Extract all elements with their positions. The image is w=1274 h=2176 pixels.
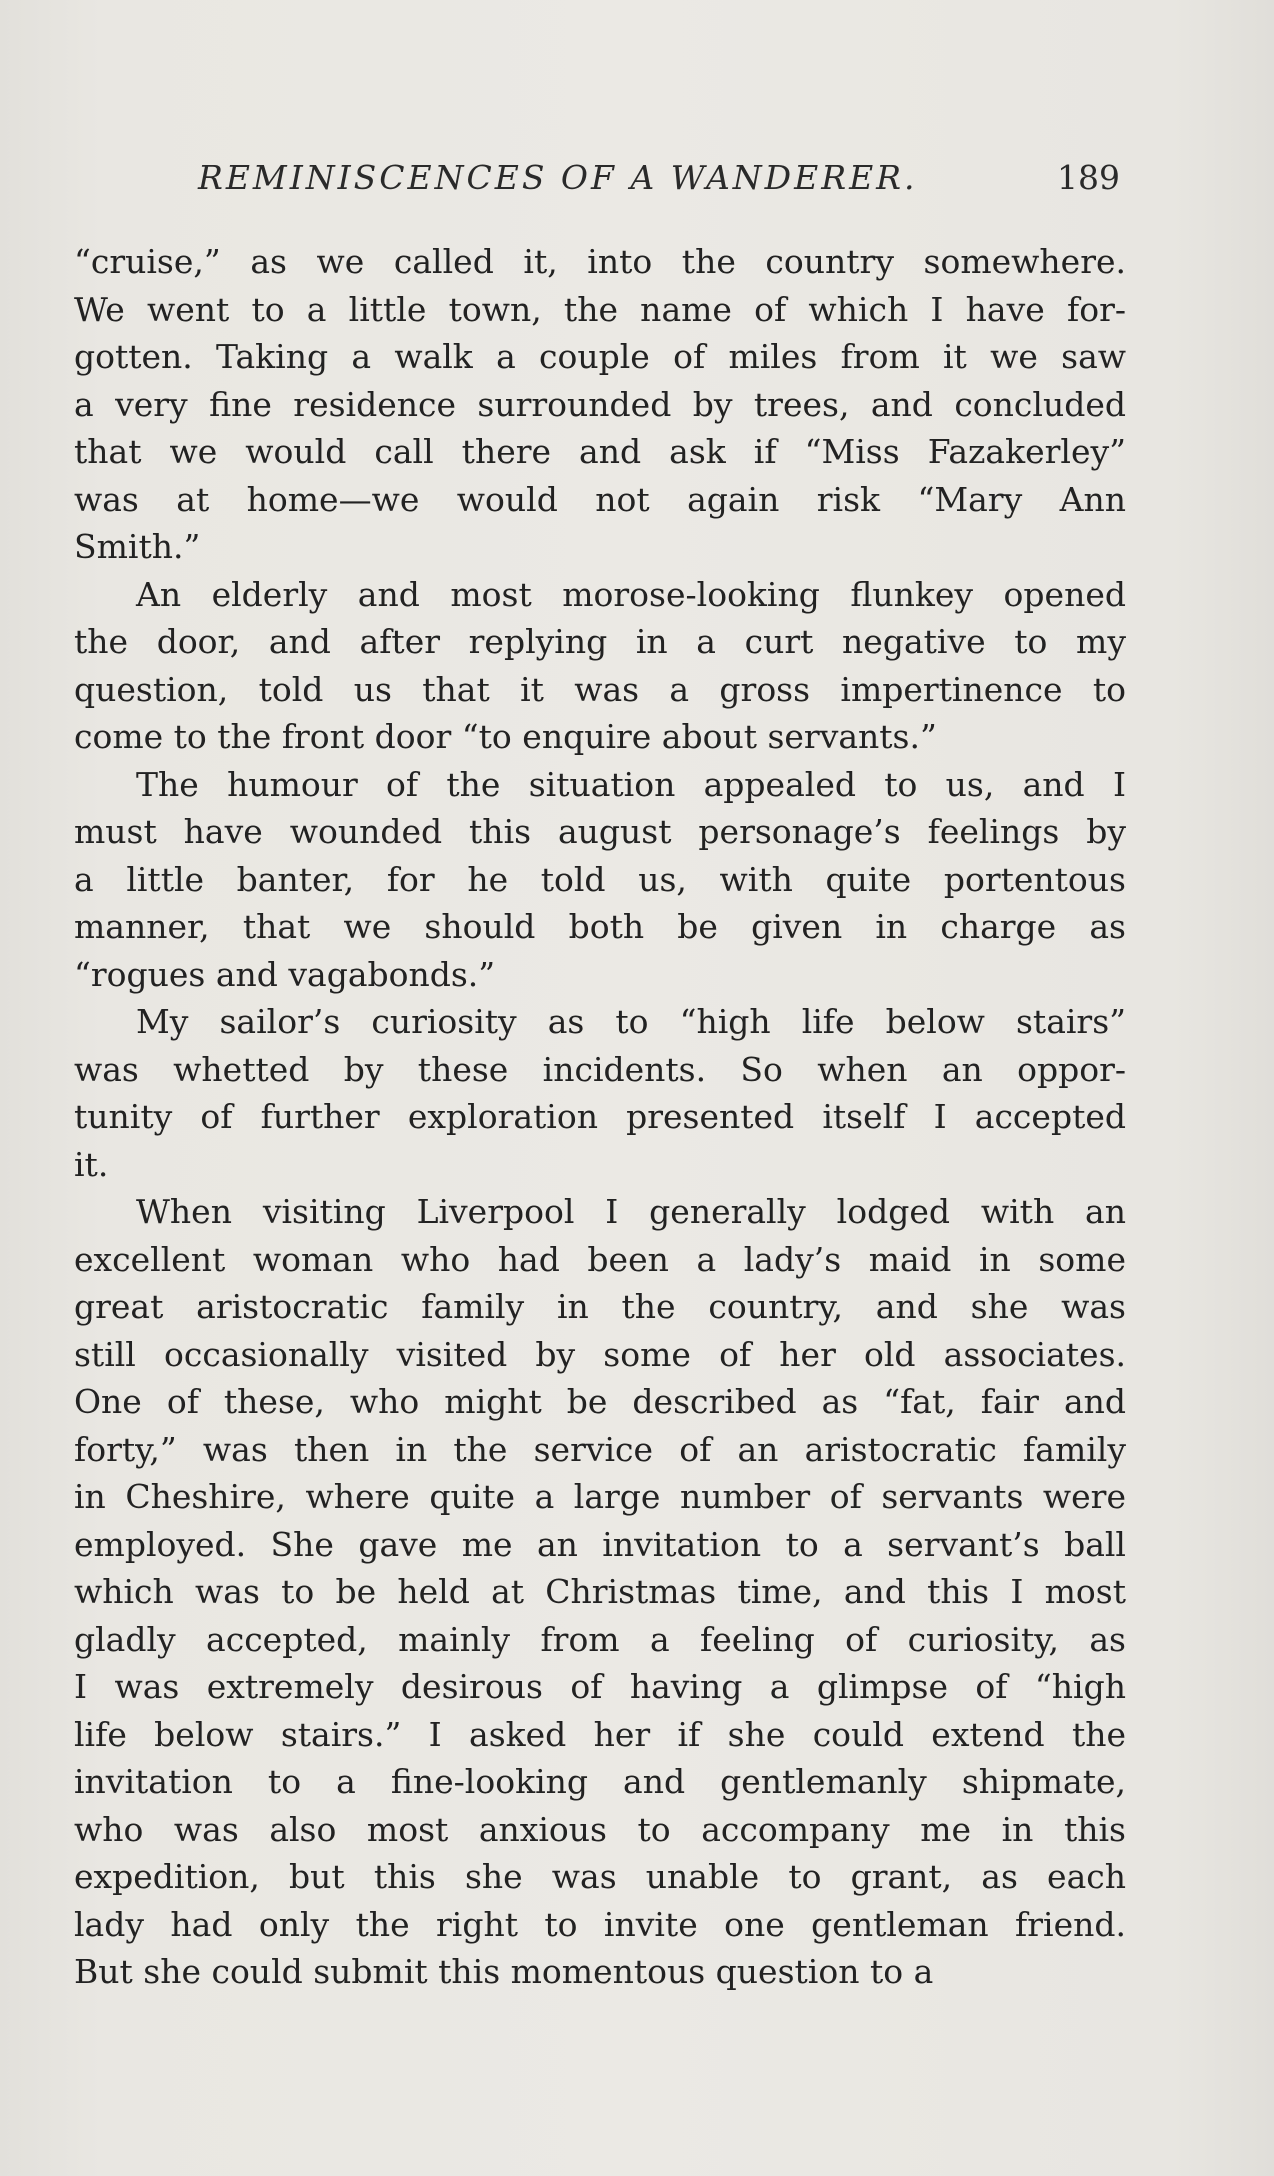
text-line: life below stairs.” I asked her if she could extend the — [74, 1714, 1126, 1754]
text-line: We went to a little town, the name of which I have for- — [74, 289, 1126, 329]
text-line: An elderly and most morose-looking flunkey opened — [136, 574, 1126, 614]
text-line: in Cheshire, where quite a large number of servants were — [74, 1477, 1126, 1516]
page-number: 189 — [1057, 158, 1120, 197]
text-line: it. — [74, 1144, 109, 1184]
text-line: forty,” was then in the service of an aristocratic family — [74, 1429, 1126, 1469]
text-line: tunity of further exploration presented itself I accepted — [74, 1097, 1126, 1136]
paragraph — [74, 761, 1126, 999]
text-line: excellent woman who had been a lady’s maid in some — [74, 1239, 1126, 1279]
running-title: REMINISCENCES OF A WANDERER. — [198, 158, 918, 197]
text-line: was at home—we would not again risk “Mary Ann — [74, 479, 1126, 519]
text-line: gotten. Taking a walk a couple of miles from it we saw — [74, 337, 1126, 376]
text-line: lady had only the right to invite one gentleman friend. — [74, 1904, 1126, 1944]
text-line: manner, that we should both be given in charge as — [74, 907, 1126, 946]
text-line: But she could submit this momentous question to a — [74, 1952, 934, 1991]
text-line: was whetted by these incidents. So when an oppor- — [74, 1049, 1126, 1089]
text-line: the door, and after replying in a curt negative to my — [74, 622, 1126, 661]
text-line: come to the front door “to enquire about servants.” — [74, 717, 937, 756]
text-line: gladly accepted, mainly from a feeling of curiosity, as — [74, 1619, 1126, 1659]
text-line: expedition, but this she was unable to grant, as each — [74, 1857, 1126, 1896]
text-line: One of these, who might be described as “fat, fair and — [74, 1382, 1126, 1421]
body-text — [74, 238, 1126, 1996]
text-line: who was also most anxious to accompany me in this — [74, 1809, 1126, 1849]
text-line: Smith.” — [74, 527, 201, 566]
text-line: great aristocratic family in the country, and she was — [74, 1287, 1126, 1326]
text-line: “cruise,” as we called it, into the country somewhere. — [74, 242, 1126, 281]
text-line: When visiting Liverpool I generally lodged with an — [136, 1192, 1126, 1231]
paragraph — [74, 238, 1126, 571]
text-line: still occasionally visited by some of her old associates. — [74, 1334, 1126, 1374]
text-line: must have wounded this august personage’s feelings by — [74, 812, 1126, 851]
text-line: that we would call there and ask if “Miss Fazakerley” — [74, 432, 1126, 471]
paragraph — [74, 998, 1126, 1188]
text-line: a little banter, for he told us, with quite portentous — [74, 859, 1126, 899]
text-line: I was extremely desirous of having a glimpse of “high — [74, 1667, 1126, 1706]
text-line: The humour of the situation appealed to us, and I — [136, 764, 1126, 804]
text-line: My sailor’s curiosity as to “high life below stairs” — [136, 1002, 1126, 1041]
text-line: which was to be held at Christmas time, and this I most — [74, 1572, 1126, 1611]
running-head — [70, 158, 1120, 198]
paragraph — [74, 571, 1126, 761]
text-line: question, told us that it was a gross impertinence to — [74, 669, 1126, 709]
text-line: invitation to a fine-looking and gentlemanly shipmate, — [74, 1762, 1126, 1801]
text-line: a very fine residence surrounded by trees, and concluded — [74, 384, 1126, 424]
text-line: employed. She gave me an invitation to a servant’s ball — [74, 1524, 1126, 1564]
paragraph — [74, 1188, 1126, 1996]
text-line: “rogues and vagabonds.” — [74, 954, 496, 994]
